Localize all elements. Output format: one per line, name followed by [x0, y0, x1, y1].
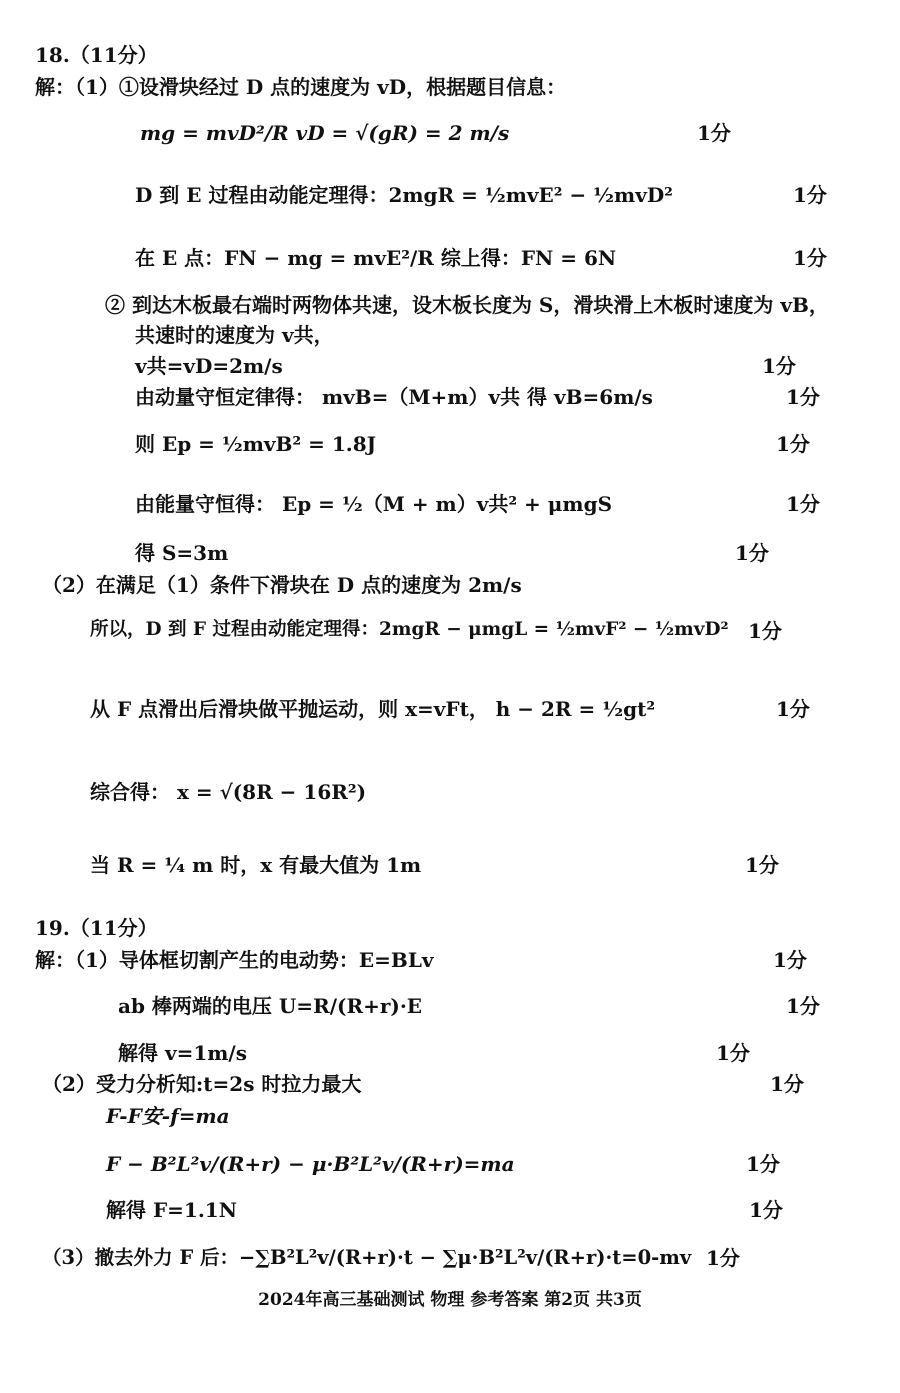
q18-line-9: 则 Ep = ½mvB² = 1.8J	[135, 432, 377, 456]
q18-line-3: D 到 E 过程由动能定理得：2mgR = ½mvE² − ½mvD²	[135, 183, 673, 207]
q19-line-5: F-F安-f=ma	[106, 1104, 230, 1128]
q19-score-1: 1分	[773, 948, 807, 972]
q18-score-2: 1分	[793, 183, 827, 207]
q18-line-16: 当 R = ¼ m 时，x 有最大值为 1m	[90, 853, 422, 877]
q18-line-13: 所以，D 到 F 过程由动能定理得：2mgR − μmgL = ½mvF² − ½mvD²	[90, 619, 729, 640]
q18-score-4: 1分	[762, 354, 796, 378]
q18-line-2: mg = mvD²/R vD = √(gR) = 2 m/s	[140, 121, 510, 145]
q19-score-2: 1分	[786, 994, 820, 1018]
q19-line-6: F − B²L²v/(R+r) − μ·B²L²v/(R+r)=ma	[106, 1152, 515, 1176]
q18-score-7: 1分	[786, 492, 820, 516]
q18-score-8: 1分	[735, 541, 769, 565]
q18-line-12: （2）在满足（1）条件下滑块在 D 点的速度为 2m/s	[42, 573, 522, 597]
q18-score-3: 1分	[793, 246, 827, 270]
q19-line-2: ab 棒两端的电压 U=R/(R+r)·E	[118, 994, 423, 1018]
q19-score-3: 1分	[716, 1041, 750, 1065]
q18-line-15: 综合得： x = √(8R − 16R²)	[90, 780, 367, 804]
q19-score-4: 1分	[770, 1072, 804, 1096]
q18-score-1: 1分	[697, 121, 731, 145]
page-footer: 2024年高三基础测试 物理 参考答案 第2页 共3页	[258, 1290, 642, 1310]
q19-line-1: 解：（1）导体框切割产生的电动势：E=BLv	[35, 948, 434, 972]
q19-score-7: 1分	[706, 1246, 740, 1270]
q18-line-4: 在 E 点：FN − mg = mvE²/R 综上得：FN = 6N	[135, 246, 617, 270]
q18-line-8: 由动量守恒定律得： mvB=（M+m）v共 得 vB=6m/s	[135, 385, 653, 409]
q19-score-6: 1分	[749, 1198, 783, 1222]
q18-heading: 18.（11分）	[35, 43, 158, 67]
q18-score-11: 1分	[745, 853, 779, 877]
q18-line-5: ② 到达木板最右端时两物体共速，设木板长度为 S，滑块滑上木板时速度为 vB，	[105, 293, 829, 317]
q19-heading: 19.（11分）	[35, 916, 158, 940]
q18-line-7: v共=vD=2m/s	[135, 354, 283, 378]
q18-line-1: 解：（1）①设滑块经过 D 点的速度为 vD，根据题目信息：	[35, 75, 567, 99]
q18-score-5: 1分	[786, 385, 820, 409]
q19-line-3: 解得 v=1m/s	[118, 1041, 247, 1065]
q18-line-14: 从 F 点滑出后滑块做平抛运动，则 x=vFt， h − 2R = ½gt²	[90, 697, 656, 721]
q19-line-4: （2）受力分析知:t=2s 时拉力最大	[42, 1072, 362, 1096]
q18-line-11: 得 S=3m	[135, 541, 229, 565]
q18-score-6: 1分	[776, 432, 810, 456]
q18-line-6: 共速时的速度为 v共，	[135, 323, 334, 347]
q19-line-8: （3）撤去外力 F 后：−∑B²L²v/(R+r)·t − ∑μ·B²L²v/(R+r)·t=0-mv	[42, 1246, 692, 1269]
q18-score-10: 1分	[776, 697, 810, 721]
q19-score-5: 1分	[746, 1152, 780, 1176]
q18-score-9: 1分	[748, 619, 782, 643]
q18-line-10: 由能量守恒得： Ep = ½（M + m）v共² + μmgS	[135, 492, 613, 516]
q19-line-7: 解得 F=1.1N	[106, 1198, 237, 1222]
